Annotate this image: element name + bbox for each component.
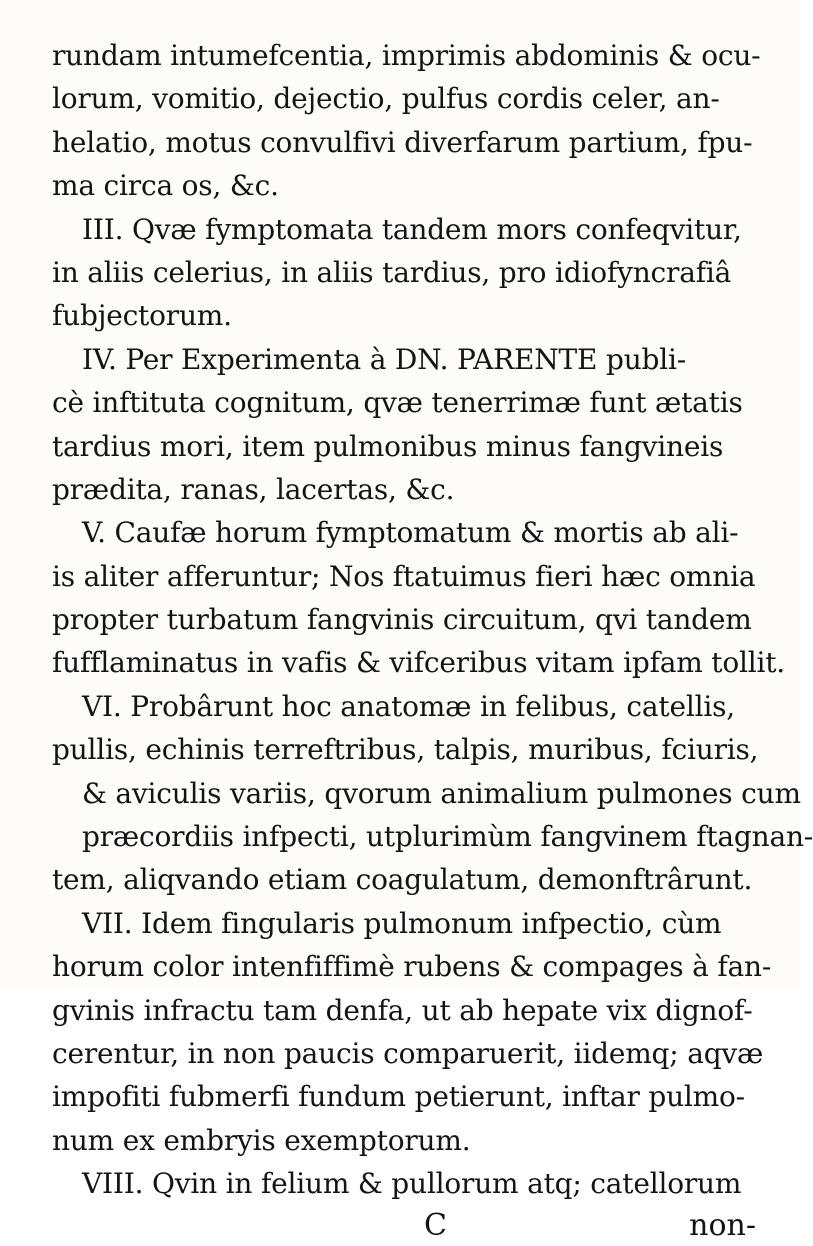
- page-footer: [52, 1206, 764, 1246]
- text-line: cè inftituta cognitum, qvæ tenerrimæ funt ætatis: [52, 386, 743, 420]
- text-line: III. Qvæ fymptomata tandem mors confeqvitur,: [82, 212, 742, 246]
- text-line: in aliis celerius, in aliis tardius, pro idiofyncrafiâ: [52, 255, 732, 289]
- text-line: is aliter afferuntur; Nos ftatuimus fieri hæc omnia: [52, 559, 756, 593]
- text-line: IV. Per Experimenta à DN. PARENTE publi-: [82, 342, 687, 376]
- text-line: VIII. Qvin in felium & pullorum atq; catellorum: [82, 1167, 742, 1201]
- signature-mark: C: [424, 1207, 447, 1243]
- text-block: [52, 34, 813, 1246]
- text-line: tardius mori, item pulmonibus minus fangvineis: [52, 429, 724, 463]
- text-line: VI. Probârunt hoc anatomæ in felibus, catellis,: [82, 689, 735, 723]
- text-line: pullis, echinis terreftribus, talpis, muribus, fciuris,: [52, 733, 759, 767]
- text-line: VII. Idem fingularis pulmonum infpectio, cùm: [82, 906, 722, 940]
- text-line: V. Caufæ horum fymptomatum & mortis ab ali-: [82, 516, 739, 550]
- text-line: lorum, vomitio, dejectio, pulfus cordis celer, an-: [52, 82, 720, 116]
- catchword: non-: [689, 1207, 756, 1243]
- text-line: propter turbatum fangvinis circuitum, qvi tandem: [52, 603, 752, 637]
- text-line: rundam intumefcentia, imprimis abdominis & ocu-: [52, 39, 761, 72]
- text-line: num ex embryis exemptorum.: [52, 1123, 471, 1157]
- text-line: tem, aliqvando etiam coagulatum, demonftrârunt.: [52, 863, 753, 897]
- text-line: præcordiis infpecti, utplurimùm fangvinem ftagnan-: [82, 820, 813, 854]
- text-line: gvinis infractu tam denfa, ut ab hepate vix dignof-: [52, 993, 753, 1027]
- text-line: prædita, ranas, lacertas, &c.: [52, 472, 455, 506]
- text-line: & aviculis variis, qvorum animalium pulmones cum: [82, 776, 801, 810]
- text-line: helatio, motus convulfivi diverfarum partium, fpu-: [52, 125, 753, 159]
- text-line: ma circa os, &c.: [52, 169, 279, 203]
- text-line: horum color intenfiffimè rubens & compages à fan-: [52, 950, 772, 984]
- text-line: fufflaminatus in vafis & vifceribus vitam ipfam tollit.: [52, 646, 786, 680]
- text-line: cerentur, in non paucis comparuerit, iidemq; aqvæ: [52, 1036, 764, 1070]
- text-line: fubjectorum.: [52, 299, 232, 333]
- text-line: impofiti fubmerfi fundum petierunt, inftar pulmo-: [52, 1080, 745, 1114]
